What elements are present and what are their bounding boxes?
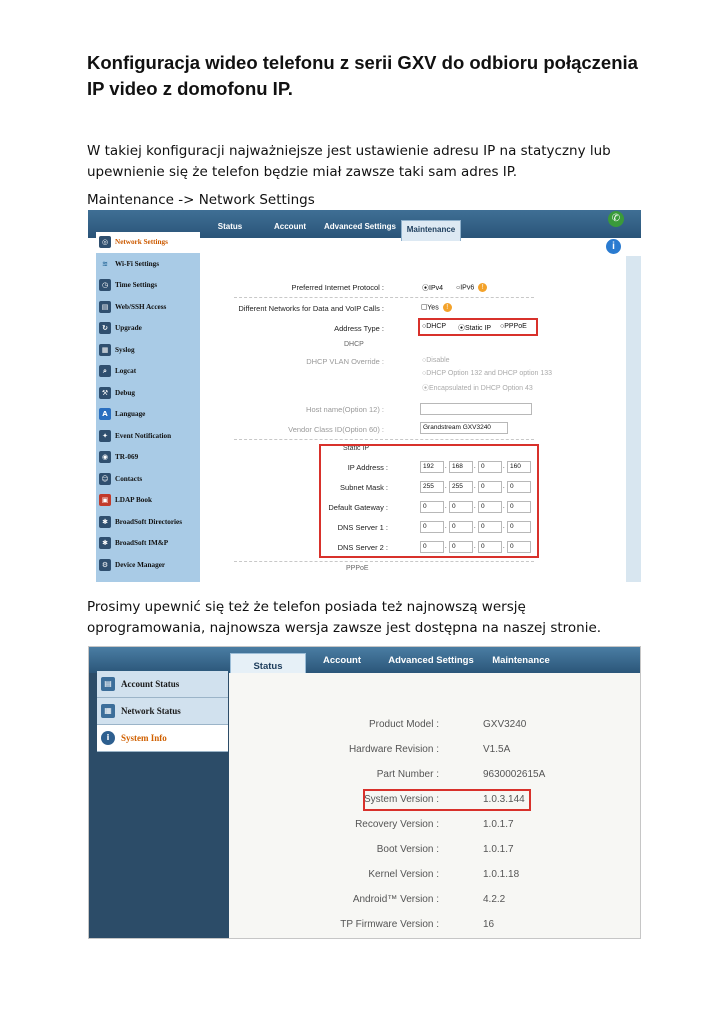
sidebar-item-network-settings[interactable]: ◎ Network Settings bbox=[96, 232, 200, 253]
mask-octet-1[interactable]: 255 bbox=[420, 481, 444, 493]
yes-checkbox[interactable]: ☐Yes ! bbox=[421, 303, 452, 312]
tab-advanced-settings[interactable]: Advanced Settings bbox=[323, 222, 396, 231]
syslog-icon: ▦ bbox=[99, 344, 111, 356]
debug-icon: ⚒ bbox=[99, 387, 111, 399]
sidebar-item-upgrade[interactable]: ↻ Upgrade bbox=[96, 318, 200, 339]
kernel-version-value: 1.0.1.18 bbox=[483, 869, 520, 880]
gateway-octet-2[interactable]: 0 bbox=[449, 501, 473, 513]
kernel-version-label: Kernel Version : bbox=[368, 869, 439, 880]
firmware-paragraph: Prosimy upewnić się też że telefon posiada też najnowszą wersję oprogramowania, najnowsza wersja zawsze jest dostępna na naszej stronie. bbox=[87, 599, 602, 636]
warning-icon: ! bbox=[478, 283, 487, 292]
sidebar-item-network-status[interactable]: ▦ Network Status bbox=[97, 698, 228, 725]
hardware-revision-label: Hardware Revision : bbox=[348, 744, 439, 755]
sidebar-item-wifi-settings[interactable]: ≋ Wi-Fi Settings bbox=[96, 254, 200, 275]
product-model-label: Product Model : bbox=[368, 719, 439, 730]
vendor-class-label: Vendor Class ID(Option 60) : bbox=[288, 425, 384, 434]
divider bbox=[234, 297, 534, 298]
logcat-icon: ⌕ bbox=[99, 365, 111, 377]
dot-separator: . bbox=[503, 504, 505, 510]
tab-account[interactable]: Account bbox=[323, 655, 361, 666]
account-status-icon: ▤ bbox=[101, 677, 115, 691]
network-status-icon: ▦ bbox=[101, 704, 115, 718]
part-number-label: Part Number : bbox=[376, 769, 439, 780]
dot-separator: . bbox=[445, 484, 447, 490]
sidebar-item-time-settings[interactable]: ◷ Time Settings bbox=[96, 275, 200, 296]
android-version-label: Android™ Version : bbox=[352, 894, 439, 905]
dot-separator: . bbox=[474, 484, 476, 490]
sidebar-item-tr-069[interactable]: ◉ TR-069 bbox=[96, 447, 200, 468]
dot-separator: . bbox=[445, 504, 447, 510]
sidebar-item-contacts[interactable]: ☺ Contacts bbox=[96, 469, 200, 490]
sidebar-item-account-status[interactable]: ▤ Account Status bbox=[97, 671, 228, 698]
tab-status[interactable]: Status bbox=[217, 222, 243, 231]
ipv4-radio[interactable]: ⦿IPv4 bbox=[422, 285, 444, 292]
sidebar-item-broadsoft-directories[interactable]: ✱ BroadSoft Directories bbox=[96, 512, 200, 533]
dot-separator: . bbox=[445, 464, 447, 470]
ipv6-radio[interactable]: ○IPv6 ! bbox=[456, 283, 487, 292]
recovery-version-value: 1.0.1.7 bbox=[483, 819, 514, 830]
dhcp-section-title: DHCP bbox=[344, 341, 364, 348]
system-version-label: System Version : bbox=[363, 794, 439, 805]
tp-firmware-version-label: TP Firmware Version : bbox=[340, 919, 439, 930]
sidebar-item-debug[interactable]: ⚒ Debug bbox=[96, 383, 200, 404]
ip-octet-2[interactable]: 168 bbox=[449, 461, 473, 473]
wifi-icon: ≋ bbox=[102, 259, 108, 268]
vendor-class-input[interactable]: Grandstream GXV3240 bbox=[420, 422, 508, 434]
dot-separator: . bbox=[503, 484, 505, 490]
broadsoft-directories-icon: ✱ bbox=[99, 516, 111, 528]
boot-version-label: Boot Version : bbox=[376, 844, 439, 855]
subnet-mask-label: Subnet Mask : bbox=[340, 483, 388, 492]
address-type-label: Address Type : bbox=[334, 324, 384, 333]
dns2-octet-1[interactable]: 0 bbox=[420, 541, 444, 553]
document-title: Konfiguracja wideo telefonu z serii GXV do odbioru połączenia IP video z domofonu IP. bbox=[87, 52, 638, 99]
product-model-value: GXV3240 bbox=[483, 719, 527, 730]
pppoe-radio[interactable]: ○PPPoE bbox=[500, 323, 527, 330]
sidebar-item-logcat[interactable]: ⌕ Logcat bbox=[96, 361, 200, 382]
vlan-override-label: DHCP VLAN Override : bbox=[306, 357, 384, 366]
network-settings-screenshot bbox=[88, 210, 641, 582]
mask-octet-4[interactable]: 0 bbox=[507, 481, 531, 493]
info-icon: i bbox=[101, 731, 115, 745]
gateway-octet-4[interactable]: 0 bbox=[507, 501, 531, 513]
dot-separator: . bbox=[445, 524, 447, 530]
dot-separator: . bbox=[474, 504, 476, 510]
tab-account[interactable]: Account bbox=[274, 222, 306, 231]
tp-firmware-version-value: 16 bbox=[483, 919, 495, 930]
clock-icon: ◷ bbox=[99, 279, 111, 291]
preferred-protocol-label: Preferred Internet Protocol : bbox=[291, 283, 384, 292]
sidebar-item-event-notification[interactable]: ✦ Event Notification bbox=[96, 426, 200, 447]
ip-octet-4[interactable]: 160 bbox=[507, 461, 531, 473]
gateway-octet-1[interactable]: 0 bbox=[420, 501, 444, 513]
contacts-icon: ☺ bbox=[99, 473, 111, 485]
language-icon: A bbox=[99, 408, 111, 420]
dns1-octet-4[interactable]: 0 bbox=[507, 521, 531, 533]
warning-icon: ! bbox=[443, 303, 452, 312]
mask-octet-3[interactable]: 0 bbox=[478, 481, 502, 493]
info-icon[interactable]: i bbox=[606, 239, 621, 254]
pppoe-section-title: PPPoE bbox=[346, 565, 369, 572]
different-networks-label: Different Networks for Data and VoIP Calls : bbox=[238, 304, 384, 313]
dot-separator: . bbox=[474, 464, 476, 470]
sidebar-item-system-info[interactable]: i System Info bbox=[97, 725, 228, 752]
tab-maintenance[interactable]: Maintenance bbox=[492, 655, 550, 666]
dot-separator: . bbox=[474, 524, 476, 530]
tab-status[interactable]: Status bbox=[230, 653, 306, 676]
vlan-option-43-radio[interactable]: ⦿Encapsulated in DHCP Option 43 bbox=[422, 385, 533, 392]
default-gateway-label: Default Gateway : bbox=[328, 503, 388, 512]
dns2-octet-4[interactable]: 0 bbox=[507, 541, 531, 553]
static-ip-section-title: Static IP bbox=[343, 445, 370, 452]
dns-server-2-label: DNS Server 2 : bbox=[337, 543, 388, 552]
highlight-address-type bbox=[418, 318, 538, 336]
tab-maintenance[interactable]: Maintenance bbox=[401, 220, 461, 241]
sidebar-item-ldap-book[interactable]: ▣ LDAP Book bbox=[96, 490, 200, 511]
tr069-icon: ◉ bbox=[99, 451, 111, 463]
system-version-value: 1.0.3.144 bbox=[483, 794, 525, 805]
tab-advanced-settings[interactable]: Advanced Settings bbox=[388, 655, 474, 666]
static-ip-radio[interactable]: ⦿Static IP bbox=[458, 325, 492, 332]
ip-octet-3[interactable]: 0 bbox=[478, 461, 502, 473]
vlan-disable-radio[interactable]: ○Disable bbox=[422, 357, 450, 364]
network-icon: ◎ bbox=[99, 236, 111, 248]
dot-separator: . bbox=[445, 544, 447, 550]
vlan-option-132-radio[interactable]: ○DHCP Option 132 and DHCP option 133 bbox=[422, 370, 553, 377]
dns1-octet-3[interactable]: 0 bbox=[478, 521, 502, 533]
event-icon: ✦ bbox=[99, 430, 111, 442]
system-info-screenshot bbox=[88, 646, 641, 939]
boot-version-value: 1.0.1.7 bbox=[483, 844, 514, 855]
right-scroll-area bbox=[626, 256, 641, 582]
breadcrumb-text: Maintenance -> Network Settings bbox=[87, 192, 315, 208]
host-name-input[interactable] bbox=[420, 403, 532, 415]
sidebar-item-syslog[interactable]: ▦ Syslog bbox=[96, 340, 200, 361]
hardware-revision-value: V1.5A bbox=[483, 744, 511, 755]
upgrade-icon: ↻ bbox=[99, 322, 111, 334]
phone-icon[interactable]: ✆ bbox=[608, 211, 624, 227]
sidebar-item-broadsoft-imp[interactable]: ✱ BroadSoft IM&P bbox=[96, 533, 200, 554]
web-icon: ▤ bbox=[99, 301, 111, 313]
sidebar bbox=[96, 232, 200, 582]
highlight-system-version bbox=[363, 789, 531, 811]
broadsoft-imp-icon: ✱ bbox=[99, 537, 111, 549]
sidebar-item-web-ssh-access[interactable]: ▤ Web/SSH Access bbox=[96, 297, 200, 318]
divider bbox=[234, 561, 534, 562]
ldap-book-icon: ▣ bbox=[99, 494, 111, 506]
dns-server-1-label: DNS Server 1 : bbox=[337, 523, 388, 532]
dns2-octet-3[interactable]: 0 bbox=[478, 541, 502, 553]
divider bbox=[234, 439, 534, 440]
android-version-value: 4.2.2 bbox=[483, 894, 506, 905]
ip-address-label: IP Address : bbox=[347, 463, 388, 472]
dns2-octet-2[interactable]: 0 bbox=[449, 541, 473, 553]
part-number-value: 9630002615A bbox=[483, 769, 546, 780]
dot-separator: . bbox=[503, 464, 505, 470]
dhcp-radio[interactable]: ○DHCP bbox=[422, 323, 447, 330]
dot-separator: . bbox=[474, 544, 476, 550]
intro-paragraph: W takiej konfiguracji najważniejsze jest ustawienie adresu IP na statyczny lub upewnienie się że telefon będzie miał zawsze taki sam adres IP. bbox=[87, 143, 611, 180]
sidebar-item-device-manager[interactable]: ⚙ Device Manager bbox=[96, 555, 200, 576]
recovery-version-label: Recovery Version : bbox=[355, 819, 439, 830]
mask-octet-2[interactable]: 255 bbox=[449, 481, 473, 493]
dns1-octet-1[interactable]: 0 bbox=[420, 521, 444, 533]
dns1-octet-2[interactable]: 0 bbox=[449, 521, 473, 533]
gateway-octet-3[interactable]: 0 bbox=[478, 501, 502, 513]
dot-separator: . bbox=[503, 544, 505, 550]
device-manager-icon: ⚙ bbox=[99, 559, 111, 571]
dot-separator: . bbox=[503, 524, 505, 530]
host-name-label: Host name(Option 12) : bbox=[306, 405, 384, 414]
ip-octet-1[interactable]: 192 bbox=[420, 461, 444, 473]
sidebar-item-language[interactable]: A Language bbox=[96, 404, 200, 425]
